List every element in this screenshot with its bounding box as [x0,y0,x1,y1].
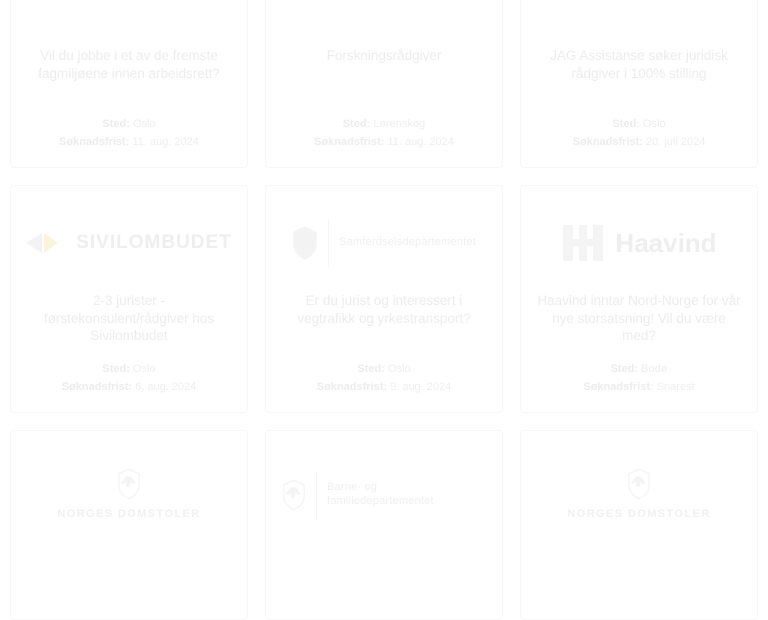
job-title: Forskningsrådgiver [326,48,442,63]
employer-logo-text: NORGES DOMSTOLER [567,507,711,520]
job-deadline-row [282,133,486,151]
job-place-row [27,360,231,378]
place-value: Bodø [641,362,668,375]
deadline-value: 11. aug. 2024 [132,135,199,148]
employer-logo [27,0,231,41]
place-label: Sted: [102,117,130,130]
employer-logo [537,445,741,545]
deadline-value: 11. aug. 2024 [387,135,454,148]
logo-divider [316,471,317,519]
deadline-value: 9. aug. 2024 [390,380,452,393]
deadline-label: Søknadsfrist: [59,135,130,148]
deadline-value: Snarest [656,380,695,393]
job-card[interactable] [520,430,758,620]
employer-logo [27,445,231,545]
job-meta [27,360,231,396]
job-card[interactable] [10,185,248,413]
job-title: 2-3 jurister - førstekonsulent/rådgiver hos Sivilombudet [43,293,215,344]
job-title: JAG Assistanse søker juridisk rådgiver i 100% stilling [550,48,728,81]
job-card-grid [10,0,758,620]
place-label: Sted: [357,362,385,375]
job-card[interactable] [10,0,248,168]
job-card[interactable] [265,0,503,168]
employer-logo [537,200,741,286]
haavind-mark-icon [561,223,605,263]
job-place-row [282,360,486,378]
place-label: Sted: [342,117,371,130]
job-place-row [27,115,231,133]
employer-logo-text: SIVILOMBUDET [76,232,232,253]
job-place-row [537,360,741,378]
place-label: Sted: [610,362,639,375]
deadline-label: Søknadsfrist: [572,135,643,148]
job-title: Er du jurist og interessert i vegtrafikk og yrkestransport? [297,293,471,326]
job-deadline-row [537,133,741,151]
job-place-row [537,115,741,133]
employer-logo [537,0,741,41]
place-value: Oslo [132,362,156,375]
job-meta [282,360,486,396]
place-value: Lørenskog [373,117,426,130]
norwegian-lion-crest-icon [282,479,306,511]
norwegian-lion-crest-icon [627,468,651,500]
place-value: Oslo [387,362,411,375]
norwegian-lion-crest-icon [117,468,141,500]
job-deadline-row [27,133,231,151]
job-meta [27,115,231,151]
employer-logo [282,200,486,286]
employer-logo [282,0,486,41]
deadline-label: Søknadsfrist: [61,380,133,393]
employer-logo-text: NORGES DOMSTOLER [57,507,201,520]
employer-logo [282,445,486,545]
employer-logo-text: Barne- og familiedepartementet [327,481,434,507]
job-card[interactable] [265,185,503,413]
deadline-label: Søknadsfrist: [314,135,385,148]
job-title: Vil du jobbe i et av de fremste fagmiljøene innen arbeidsrett? [38,48,220,81]
deadline-value: 20. juli 2024 [646,135,706,148]
place-value: Oslo [132,117,156,130]
job-title: Haavind inntar Nord-Norge for vår nye storsatsning! Vil du være med? [537,293,741,344]
job-card[interactable] [520,185,758,413]
job-card[interactable] [520,0,758,168]
deadline-label: Søknadsfrist: [316,380,388,393]
job-deadline-row [27,378,231,396]
place-value: Oslo [642,117,666,130]
deadline-value: 6. aug. 2024 [135,380,197,393]
job-meta [537,360,741,396]
logo-divider [328,219,329,267]
job-deadline-row [282,378,486,396]
employer-logo [27,200,231,286]
job-place-row [282,115,486,133]
place-label: Sted: [612,117,640,130]
deadline-label: Søknadsfrist: [583,380,654,393]
place-label: Sted: [102,362,130,375]
job-meta [282,115,486,151]
job-card[interactable] [10,430,248,620]
employer-logo-text: Samferdselsdepartementet [339,236,476,249]
norwegian-lion-crest-icon [292,226,318,260]
job-meta [537,115,741,151]
job-card[interactable] [265,430,503,620]
employer-logo-text: Haavind [615,227,717,258]
sivilombudet-mark-icon [26,230,66,256]
job-deadline-row [537,378,741,396]
